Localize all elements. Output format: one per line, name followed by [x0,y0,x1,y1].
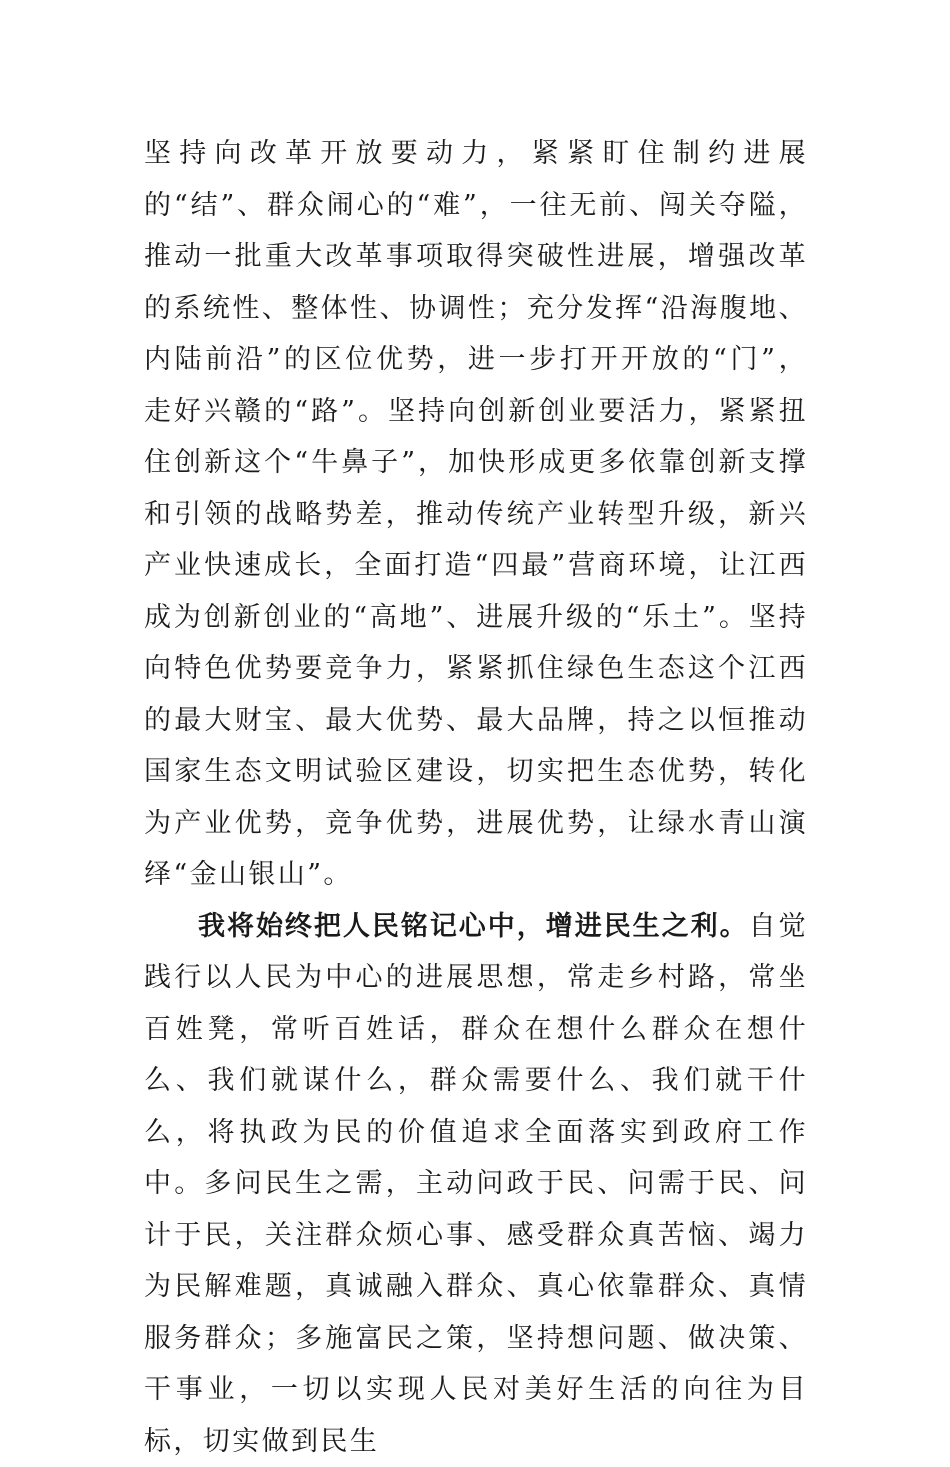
paragraph-reform-innovation: 坚持向改革开放要动力，紧紧盯住制约进展的“结”、群众闹心的“难”，一往无前、闯关夺隘，推动一批重大改革事项取得突破性进展，增强改革的系统性、整体性、协调性；充分发挥“沿海腹地、内陆前沿”的区位优势，进一步打开开放的“门”，走好兴赣的“路”。坚持向创新创业要活力，紧紧扭住创新这个“牛鼻子”，加快形成更多依靠创新支撑和引领的战略势差，推动传统产业转型升级，新兴产业快速成长，全面打造“四最”营商环境，让江西成为创新创业的“高地”、进展升级的“乐土”。坚持向特色优势要竞争力，紧紧抓住绿色生态这个江西的最大财宝、最大优势、最大品牌，持之以恒推动国家生态文明试验区建设，切实把生态优势，转化为产业优势，竞争优势，进展优势，让绿水青山演绎“金山银山”。 [144,128,808,901]
document-body [144,128,808,1467]
paragraph-body: 自觉践行以人民为中心的进展思想，常走乡村路，常坐百姓凳，常听百姓话，群众在想什么群众在想什么、我们就谋什么，群众需要什么、我们就干什么，将执政为民的价值追求全面落实到政府工作中。多问民生之需，主动问政于民、问需于民、问计于民，关注群众烦心事、感受群众真苦恼、竭力为民解难题，真诚融入群众、真心依靠群众、真情服务群众；多施富民之策，坚持想问题、做决策、干事业，一切以实现人民对美好生活的向往为目标，切实做到民生 [144,911,808,1457]
paragraph-people-livelihood [144,901,808,1467]
paragraph-heading: 我将始终把人民铭记心中，增进民生之利。 [198,911,749,942]
